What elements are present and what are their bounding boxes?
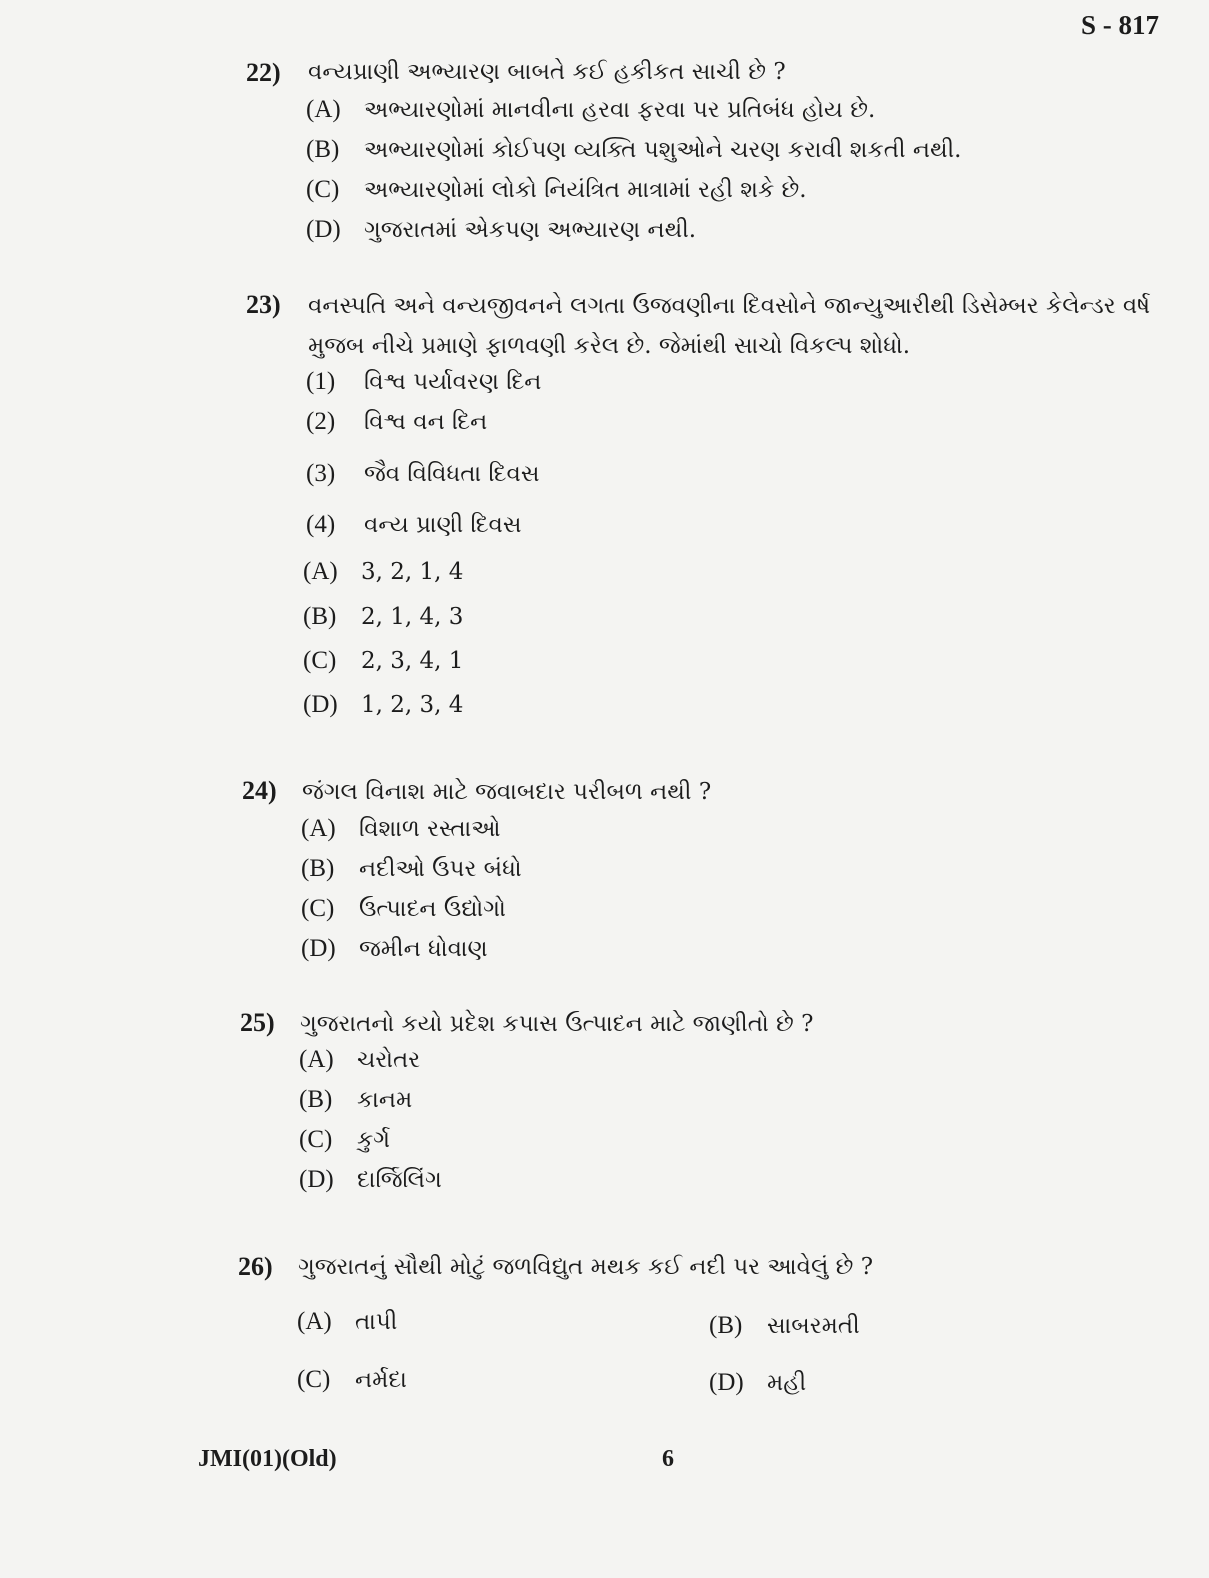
option-label: (C): [299, 1126, 333, 1153]
option-d: [301, 935, 488, 963]
question-text: ગુજરાતનો કયો પ્રદેશ કપાસ ઉત્પાદન માટે જાણીતો છે ?: [300, 1011, 814, 1037]
item-label: (2): [306, 408, 336, 435]
option-label: (A): [299, 1046, 334, 1073]
option-text: અભ્યારણોમાં લોકો નિયંત્રિત માત્રામાં રહી શકે છે.: [364, 177, 807, 203]
option-d: [299, 1166, 442, 1194]
option-b: [299, 1086, 412, 1114]
option-d: [709, 1369, 806, 1397]
option-b: [301, 855, 522, 883]
question-number: 23): [246, 290, 281, 319]
question-number: 22): [246, 58, 281, 87]
footer-exam-code: JMI(01)(Old): [198, 1446, 337, 1472]
item-text: વિશ્વ પર્યાવરણ દિન: [364, 369, 542, 395]
option-label: (A): [297, 1308, 332, 1335]
option-text: અભ્યારણોમાં માનવીના હરવા ફરવા પર પ્રતિબંધ હોય છે.: [364, 97, 876, 123]
option-label: (D): [303, 691, 338, 718]
option-c: [306, 176, 807, 204]
option-label: (A): [306, 96, 341, 123]
option-a: [301, 815, 501, 843]
list-item-1: [306, 368, 541, 396]
option-c: [297, 1366, 407, 1394]
option-c: [301, 895, 506, 923]
option-d: [303, 691, 463, 719]
option-label: (B): [301, 855, 335, 882]
option-text: નદીઓ ઉપર બંધો: [359, 856, 522, 882]
option-a: [303, 558, 463, 586]
option-b: [709, 1312, 860, 1340]
question-text: જંગલ વિનાશ માટે જવાબદાર પરીબળ નથી ?: [302, 779, 712, 805]
option-label: (C): [306, 176, 340, 203]
page-code: S - 817: [1080, 10, 1159, 40]
item-text: વન્ય પ્રાણી દિવસ: [364, 512, 522, 538]
list-item-3: [306, 460, 539, 488]
option-text: અભ્યારણોમાં કોઈપણ વ્યક્તિ પશુઓને ચરણ કરાવી શકતી નથી.: [364, 137, 962, 163]
option-text: 2, 3, 4, 1: [361, 648, 464, 674]
item-label: (3): [306, 460, 336, 487]
question-text: વન્યપ્રાણી અભ્યારણ બાબતે કઈ હકીકત સાચી છે ?: [308, 59, 786, 85]
item-label: (1): [306, 368, 336, 395]
list-item-2: [306, 408, 487, 436]
option-text: 1, 2, 3, 4: [361, 692, 464, 718]
option-text: ગુજરાતમાં એકપણ અભ્યારણ નથી.: [364, 217, 697, 243]
question-text-line-2: મુજબ નીચે પ્રમાણે ફાળવણી કરેલ છે. જેમાંથી સાચો વિકલ્પ શોધો.: [308, 333, 911, 359]
option-label: (B): [299, 1086, 333, 1113]
option-a: [299, 1046, 420, 1074]
question-number: 26): [238, 1252, 273, 1281]
option-b: [306, 136, 962, 164]
option-label: (B): [709, 1312, 743, 1339]
option-label: (D): [299, 1166, 334, 1193]
option-text: દાર્જિલિંગ: [357, 1167, 442, 1193]
option-text: કાનમ: [357, 1087, 413, 1113]
option-label: (A): [301, 815, 336, 842]
option-text: 2, 1, 4, 3: [361, 604, 464, 630]
option-text: 3, 2, 1, 4: [361, 559, 464, 585]
option-label: (C): [297, 1366, 331, 1393]
option-c: [303, 647, 463, 675]
question-text: ગુજરાતનું સૌથી મોટું જળવિદ્યુત મથક કઈ નદી પર આવેલું છે ?: [298, 1254, 874, 1280]
option-text: ચરોતર: [357, 1047, 421, 1073]
option-text: નર્મદા: [355, 1367, 407, 1393]
item-text: વિશ્વ વન દિન: [364, 409, 488, 435]
option-label: (B): [306, 136, 340, 163]
option-a: [297, 1308, 397, 1336]
option-text: તાપી: [355, 1309, 398, 1335]
question-number: 24): [242, 776, 277, 805]
option-label: (C): [303, 647, 337, 674]
option-text: વિશાળ રસ્તાઓ: [359, 816, 501, 842]
option-text: મહી: [767, 1370, 807, 1396]
page-number: 6: [662, 1446, 674, 1472]
option-text: જમીન ધોવાણ: [359, 936, 488, 962]
option-label: (B): [303, 603, 337, 630]
option-label: (D): [306, 216, 341, 243]
option-text: સાબરમતી: [767, 1313, 860, 1339]
option-c: [299, 1126, 390, 1154]
option-label: (A): [303, 558, 338, 585]
option-d: [306, 216, 696, 244]
option-text: ઉત્પાદન ઉદ્યોગો: [359, 896, 506, 922]
option-label: (D): [709, 1369, 744, 1396]
option-text: કુર્ગ: [357, 1127, 391, 1153]
question-text-line-1: વનસ્પતિ અને વન્યજીવનને લગતા ઉજવણીના દિવસોને જાન્યુઆરીથી ડિસેમ્બર કેલેન્ડર વર્ષ: [308, 293, 1151, 319]
option-b: [303, 603, 463, 631]
option-a: [306, 96, 875, 124]
option-label: (D): [301, 935, 336, 962]
list-item-4: [306, 511, 522, 539]
item-text: જૈવ વિવિધતા દિવસ: [364, 461, 540, 487]
item-label: (4): [306, 511, 336, 538]
option-label: (C): [301, 895, 335, 922]
question-number: 25): [240, 1008, 275, 1037]
